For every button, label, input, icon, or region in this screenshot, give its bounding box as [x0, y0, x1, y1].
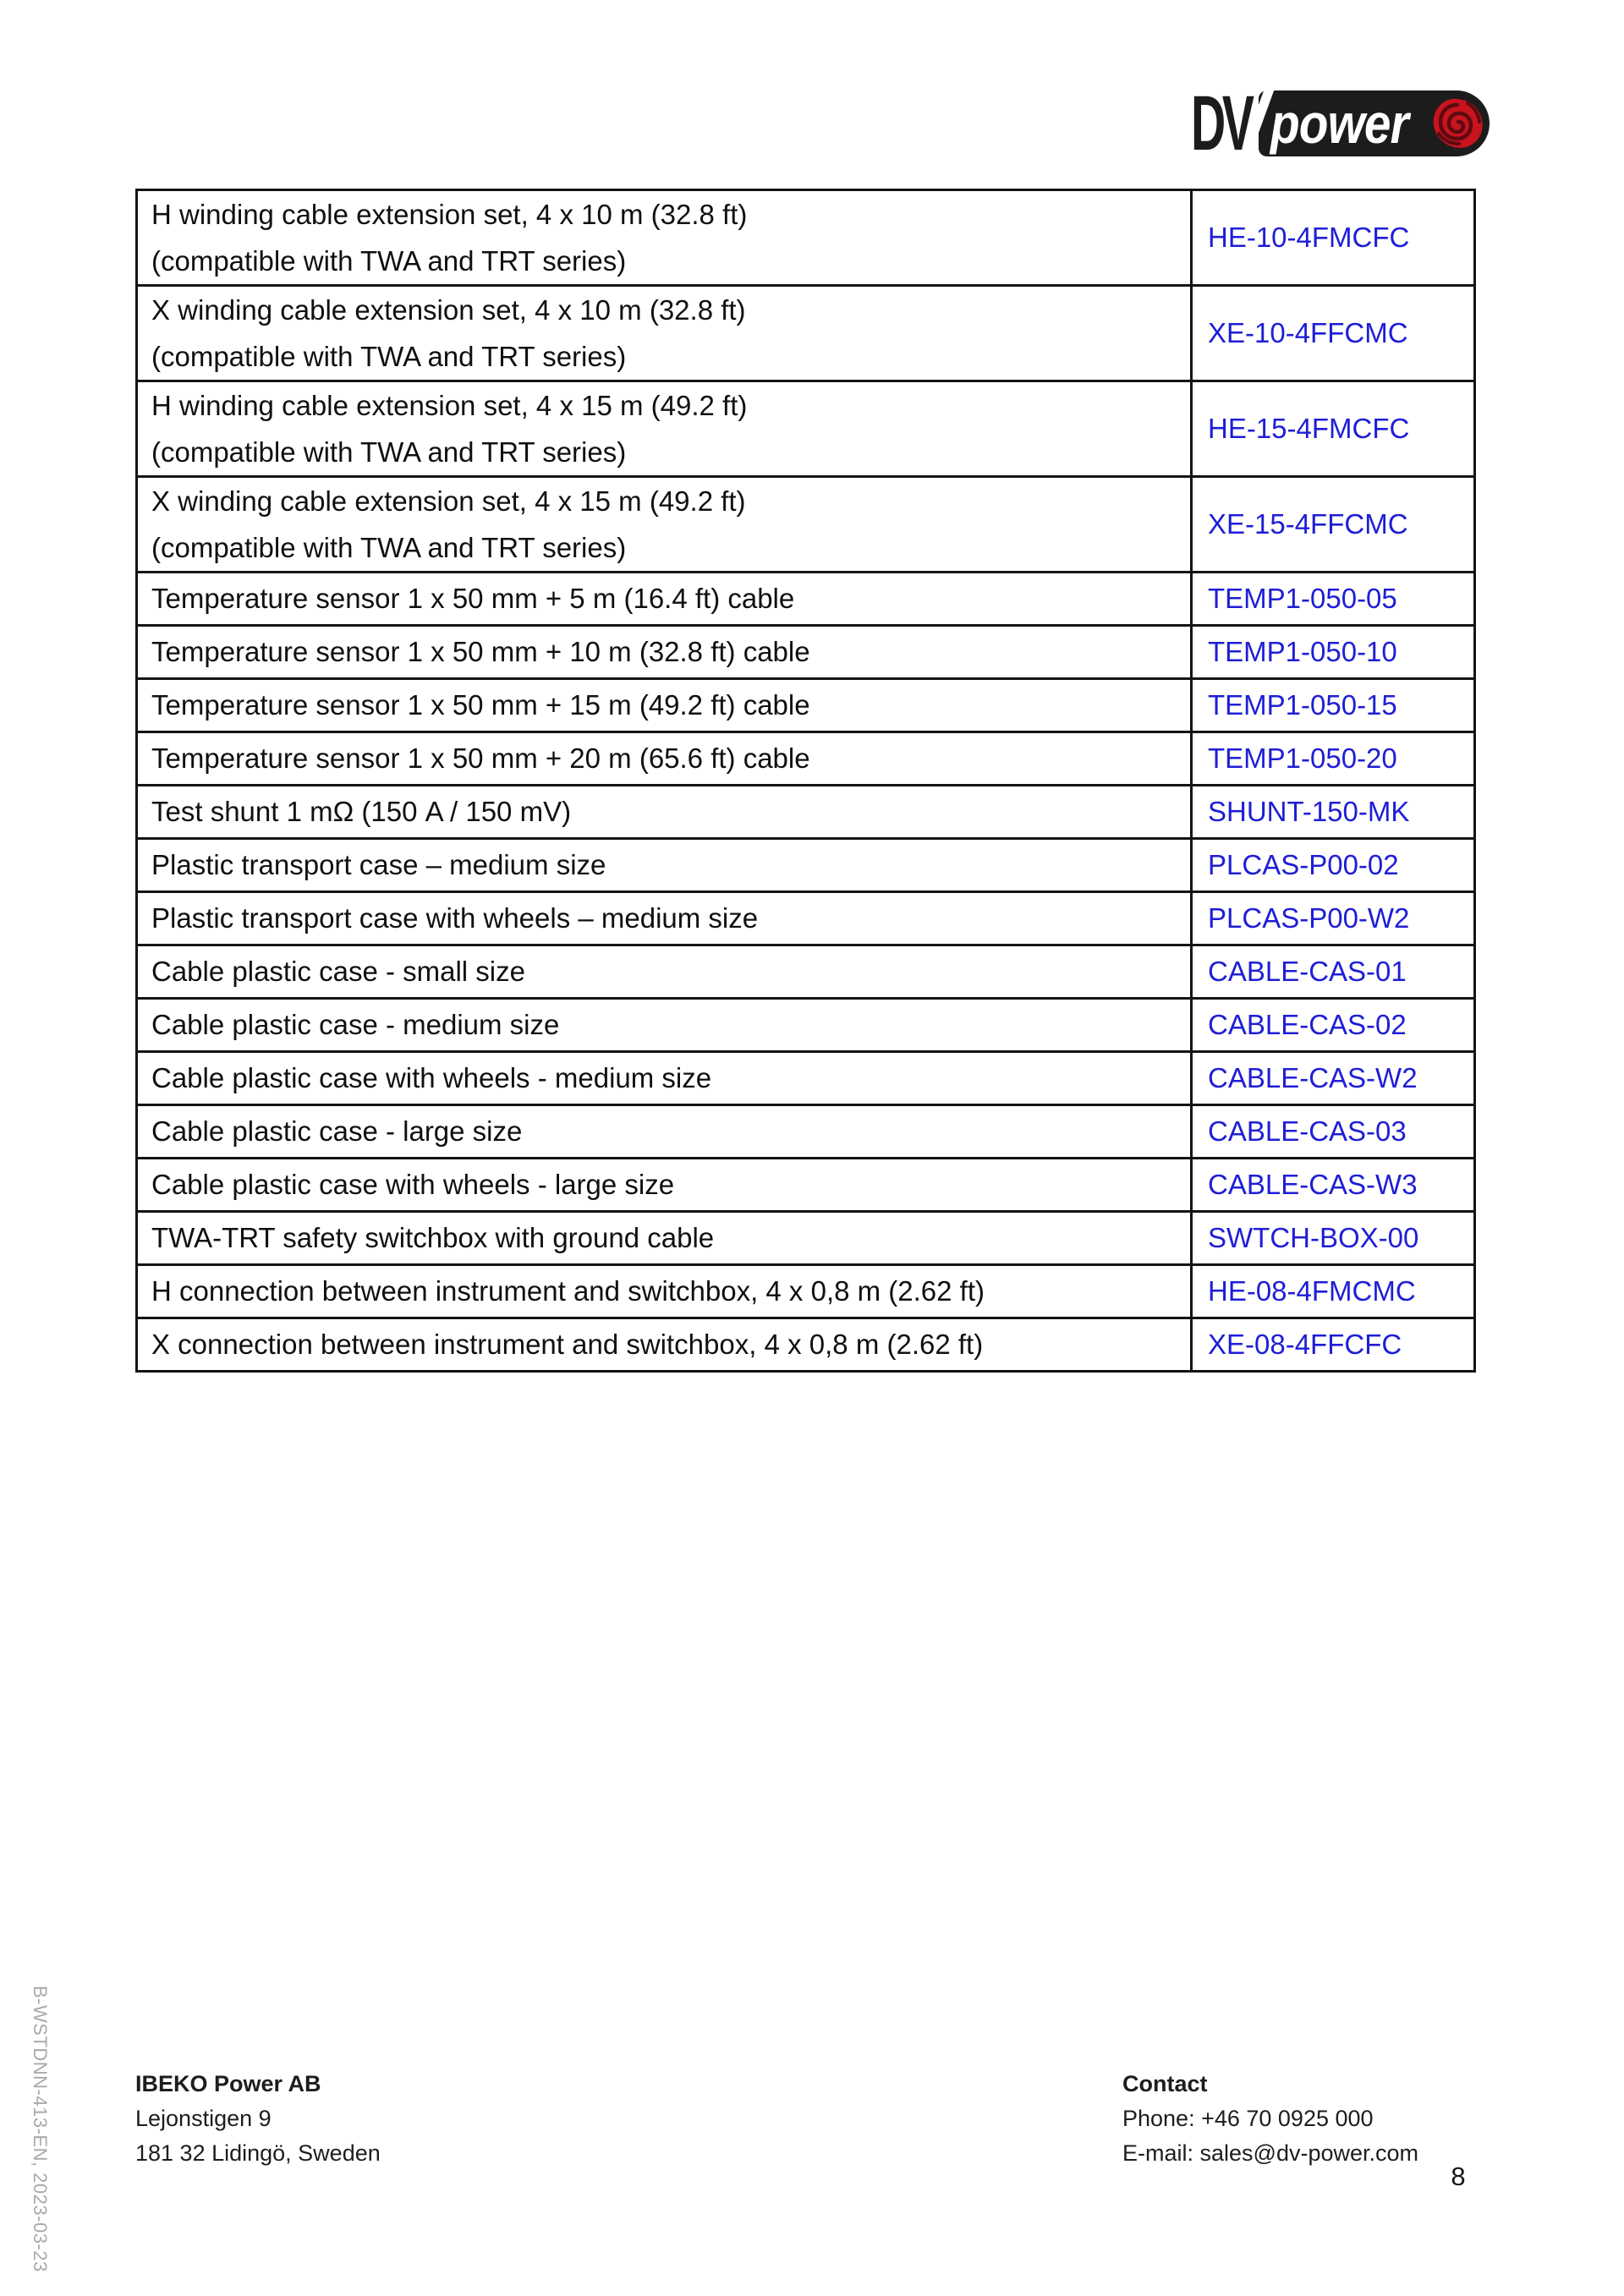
part-number-link[interactable]: XE-10-4FFCMC — [1208, 317, 1408, 348]
company-name: IBEKO Power AB — [135, 2071, 321, 2096]
contact-email: E-mail: sales@dv-power.com — [1122, 2140, 1419, 2166]
accessories-table-body — [137, 190, 1475, 1372]
table-row — [137, 839, 1475, 892]
table-row — [137, 1265, 1475, 1318]
company-address-line2: 181 32 Lidingö, Sweden — [135, 2140, 381, 2166]
item-description: X winding cable extension set, 4 x 10 m (32.8 ft) (compatible with TWA and TRT series) — [137, 286, 1192, 381]
item-description: Cable plastic case with wheels - large size — [137, 1159, 1192, 1212]
footer-contact-block — [1122, 2067, 1418, 2171]
item-description: Plastic transport case – medium size — [137, 839, 1192, 892]
table-row — [137, 679, 1475, 732]
contact-heading: Contact — [1122, 2071, 1208, 2096]
item-description: Cable plastic case - small size — [137, 945, 1192, 999]
part-number-link[interactable]: CABLE-CAS-W3 — [1208, 1169, 1418, 1200]
part-number-link[interactable]: XE-08-4FFCFC — [1208, 1329, 1402, 1360]
logo-dv-text: DV — [1191, 80, 1251, 167]
item-description: Test shunt 1 mΩ (150 A / 150 mV) — [137, 786, 1192, 839]
table-row — [137, 1318, 1475, 1372]
contact-phone: Phone: +46 70 0925 000 — [1122, 2106, 1374, 2131]
item-description: TWA-TRT safety switchbox with ground cable — [137, 1212, 1192, 1265]
item-description: H winding cable extension set, 4 x 15 m (49.2 ft) (compatible with TWA and TRT series) — [137, 381, 1192, 477]
part-number-link[interactable]: CABLE-CAS-W2 — [1208, 1062, 1418, 1093]
item-description: Temperature sensor 1 x 50 mm + 15 m (49.2 ft) cable — [137, 679, 1192, 732]
company-address-line1: Lejonstigen 9 — [135, 2106, 272, 2131]
part-number-link[interactable]: CABLE-CAS-02 — [1208, 1009, 1407, 1040]
table-row — [137, 999, 1475, 1052]
part-number-link[interactable]: HE-15-4FMCFC — [1208, 413, 1410, 444]
item-description: X winding cable extension set, 4 x 15 m (49.2 ft) (compatible with TWA and TRT series) — [137, 477, 1192, 573]
table-row — [137, 945, 1475, 999]
part-number-link[interactable]: CABLE-CAS-01 — [1208, 956, 1407, 987]
dvpower-logo — [1191, 80, 1490, 167]
table-row — [137, 1159, 1475, 1212]
item-description: Temperature sensor 1 x 50 mm + 5 m (16.4 ft) cable — [137, 573, 1192, 626]
item-description: H connection between instrument and switchbox, 4 x 0,8 m (2.62 ft) — [137, 1265, 1192, 1318]
item-description: X connection between instrument and switchbox, 4 x 0,8 m (2.62 ft) — [137, 1318, 1192, 1372]
item-description: Temperature sensor 1 x 50 mm + 20 m (65.6 ft) cable — [137, 732, 1192, 786]
part-number-link[interactable]: TEMP1-050-20 — [1208, 743, 1397, 774]
table-row — [137, 786, 1475, 839]
part-number-link[interactable]: PLCAS-P00-02 — [1208, 849, 1399, 880]
table-row — [137, 1212, 1475, 1265]
item-description: Cable plastic case - medium size — [137, 999, 1192, 1052]
item-description: Temperature sensor 1 x 50 mm + 10 m (32.8 ft) cable — [137, 626, 1192, 679]
rose-icon — [1430, 96, 1484, 151]
part-number-link[interactable]: CABLE-CAS-03 — [1208, 1115, 1407, 1147]
table-row — [137, 732, 1475, 786]
part-number-link[interactable]: SWTCH-BOX-00 — [1208, 1222, 1419, 1253]
logo-pill — [1259, 90, 1490, 156]
document-id-sidebar: B-WSTDNN-413-EN, 2023-03-23 — [30, 1986, 51, 2272]
part-number-link[interactable]: TEMP1-050-05 — [1208, 583, 1397, 614]
table-row — [137, 286, 1475, 381]
table-row — [137, 1105, 1475, 1159]
part-number-link[interactable]: XE-15-4FFCMC — [1208, 508, 1408, 540]
table-row — [137, 892, 1475, 945]
part-number-link[interactable]: TEMP1-050-15 — [1208, 689, 1397, 721]
footer-company-block — [135, 2067, 381, 2171]
part-number-link[interactable]: SHUNT-150-MK — [1208, 796, 1410, 827]
table-row — [137, 573, 1475, 626]
table-row — [137, 1052, 1475, 1105]
table-row — [137, 477, 1475, 573]
item-description: H winding cable extension set, 4 x 10 m (32.8 ft) (compatible with TWA and TRT series) — [137, 190, 1192, 286]
accessories-table — [135, 189, 1476, 1373]
page-number: 8 — [1451, 2162, 1466, 2191]
part-number-link[interactable]: HE-10-4FMCFC — [1208, 222, 1410, 253]
part-number-link[interactable]: PLCAS-P00-W2 — [1208, 902, 1410, 934]
part-number-link[interactable]: TEMP1-050-10 — [1208, 636, 1397, 667]
item-description: Cable plastic case - large size — [137, 1105, 1192, 1159]
table-row — [137, 626, 1475, 679]
table-row — [137, 381, 1475, 477]
logo-power-text: power — [1270, 92, 1408, 155]
table-row — [137, 190, 1475, 286]
item-description: Plastic transport case with wheels – medium size — [137, 892, 1192, 945]
part-number-link[interactable]: HE-08-4FMCMC — [1208, 1275, 1416, 1307]
item-description: Cable plastic case with wheels - medium size — [137, 1052, 1192, 1105]
